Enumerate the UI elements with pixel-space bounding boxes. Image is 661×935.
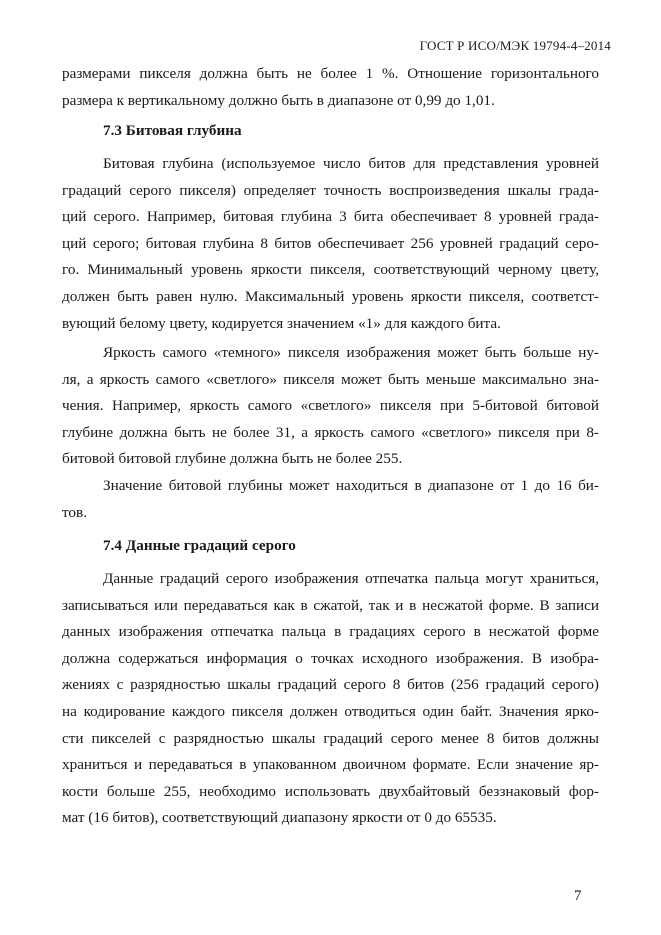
paragraph-7-3-2 xyxy=(62,340,599,473)
page-number: 7 xyxy=(574,888,582,904)
paragraph-7-3-1 xyxy=(62,151,599,337)
text-line: данных изображения отпечатка пальца в градациях серого в несжатой форме xyxy=(62,623,599,641)
paragraph-7-4-1 xyxy=(62,566,599,832)
text-line: ций серого; битовая глубина 8 битов обеспечивает 256 уровней градаций серо- xyxy=(62,234,599,252)
text-line: записываться или передаваться как в сжатой, так и в несжатой форме. В записи xyxy=(62,596,599,614)
text-line: размера к вертикальному должно быть в диапазоне от 0,99 до 1,01. xyxy=(62,91,495,109)
text-line: чения. Например, яркость самого «светлого» пикселя при 5-битовой битовой xyxy=(62,397,599,415)
text-line: на кодирование каждого пикселя должен отводиться один байт. Значения ярко- xyxy=(62,702,599,720)
text-line: вующий белому цвету, кодируется значением «1» для каждого бита. xyxy=(62,314,501,332)
text-line: должна содержаться информация о точках исходного изображения. В изобра- xyxy=(62,649,599,667)
text-line: ля, а яркость самого «светлого» пикселя может быть меньше максимально зна- xyxy=(62,370,599,388)
text-line: Данные градаций серого изображения отпечатка пальца могут храниться, xyxy=(103,570,599,587)
text-line: кости больше 255, необходимо использовать двухбайтовый беззнаковый фор- xyxy=(62,782,599,800)
intro-paragraph xyxy=(62,61,599,114)
text-line: мат (16 битов), соответствующий диапазону яркости от 0 до 65535. xyxy=(62,809,497,827)
text-line: градаций серого пикселя) определяет точность воспроизведения шкалы града- xyxy=(62,181,599,199)
text-line: Битовая глубина (используемое число битов для представления уровней xyxy=(103,155,599,172)
text-line: битовой битовой глубине должна быть не более 255. xyxy=(62,450,403,468)
text-line: сти пикселей с разрядностью шкалы градаций серого менее 8 битов должны xyxy=(62,729,599,747)
document-header: ГОСТ Р ИСО/МЭК 19794-4–2014 xyxy=(419,38,611,53)
text-line: тов. xyxy=(62,503,87,521)
text-line: Яркость самого «темного» пикселя изображения может быть больше ну- xyxy=(103,344,599,361)
text-line: храниться и передаваться в упакованном двоичном формате. Если значение яр- xyxy=(62,756,599,774)
paragraph-7-3-3 xyxy=(62,473,599,526)
section-heading-7-3: 7.3 Битовая глубина xyxy=(103,122,242,139)
text-line: жениях с разрядностью шкалы градаций серого 8 битов (256 градаций серого) xyxy=(62,676,599,694)
section-heading-7-4: 7.4 Данные градаций серого xyxy=(103,537,296,554)
text-line: глубине должна быть не более 31, а яркость самого «светлого» пикселя при 8- xyxy=(62,423,599,441)
text-line: Значение битовой глубины может находиться в диапазоне от 1 до 16 би- xyxy=(103,477,599,494)
text-line: размерами пикселя должна быть не более 1 %. Отношение горизонтального xyxy=(62,65,599,82)
text-line: ций серого. Например, битовая глубина 3 бита обеспечивает 8 уровней града- xyxy=(62,208,599,226)
text-line: должен быть равен нулю. Максимальный уровень яркости пикселя, соответст- xyxy=(62,287,599,305)
text-line: го. Минимальный уровень яркости пикселя, соответствующий черному цвету, xyxy=(62,261,599,279)
